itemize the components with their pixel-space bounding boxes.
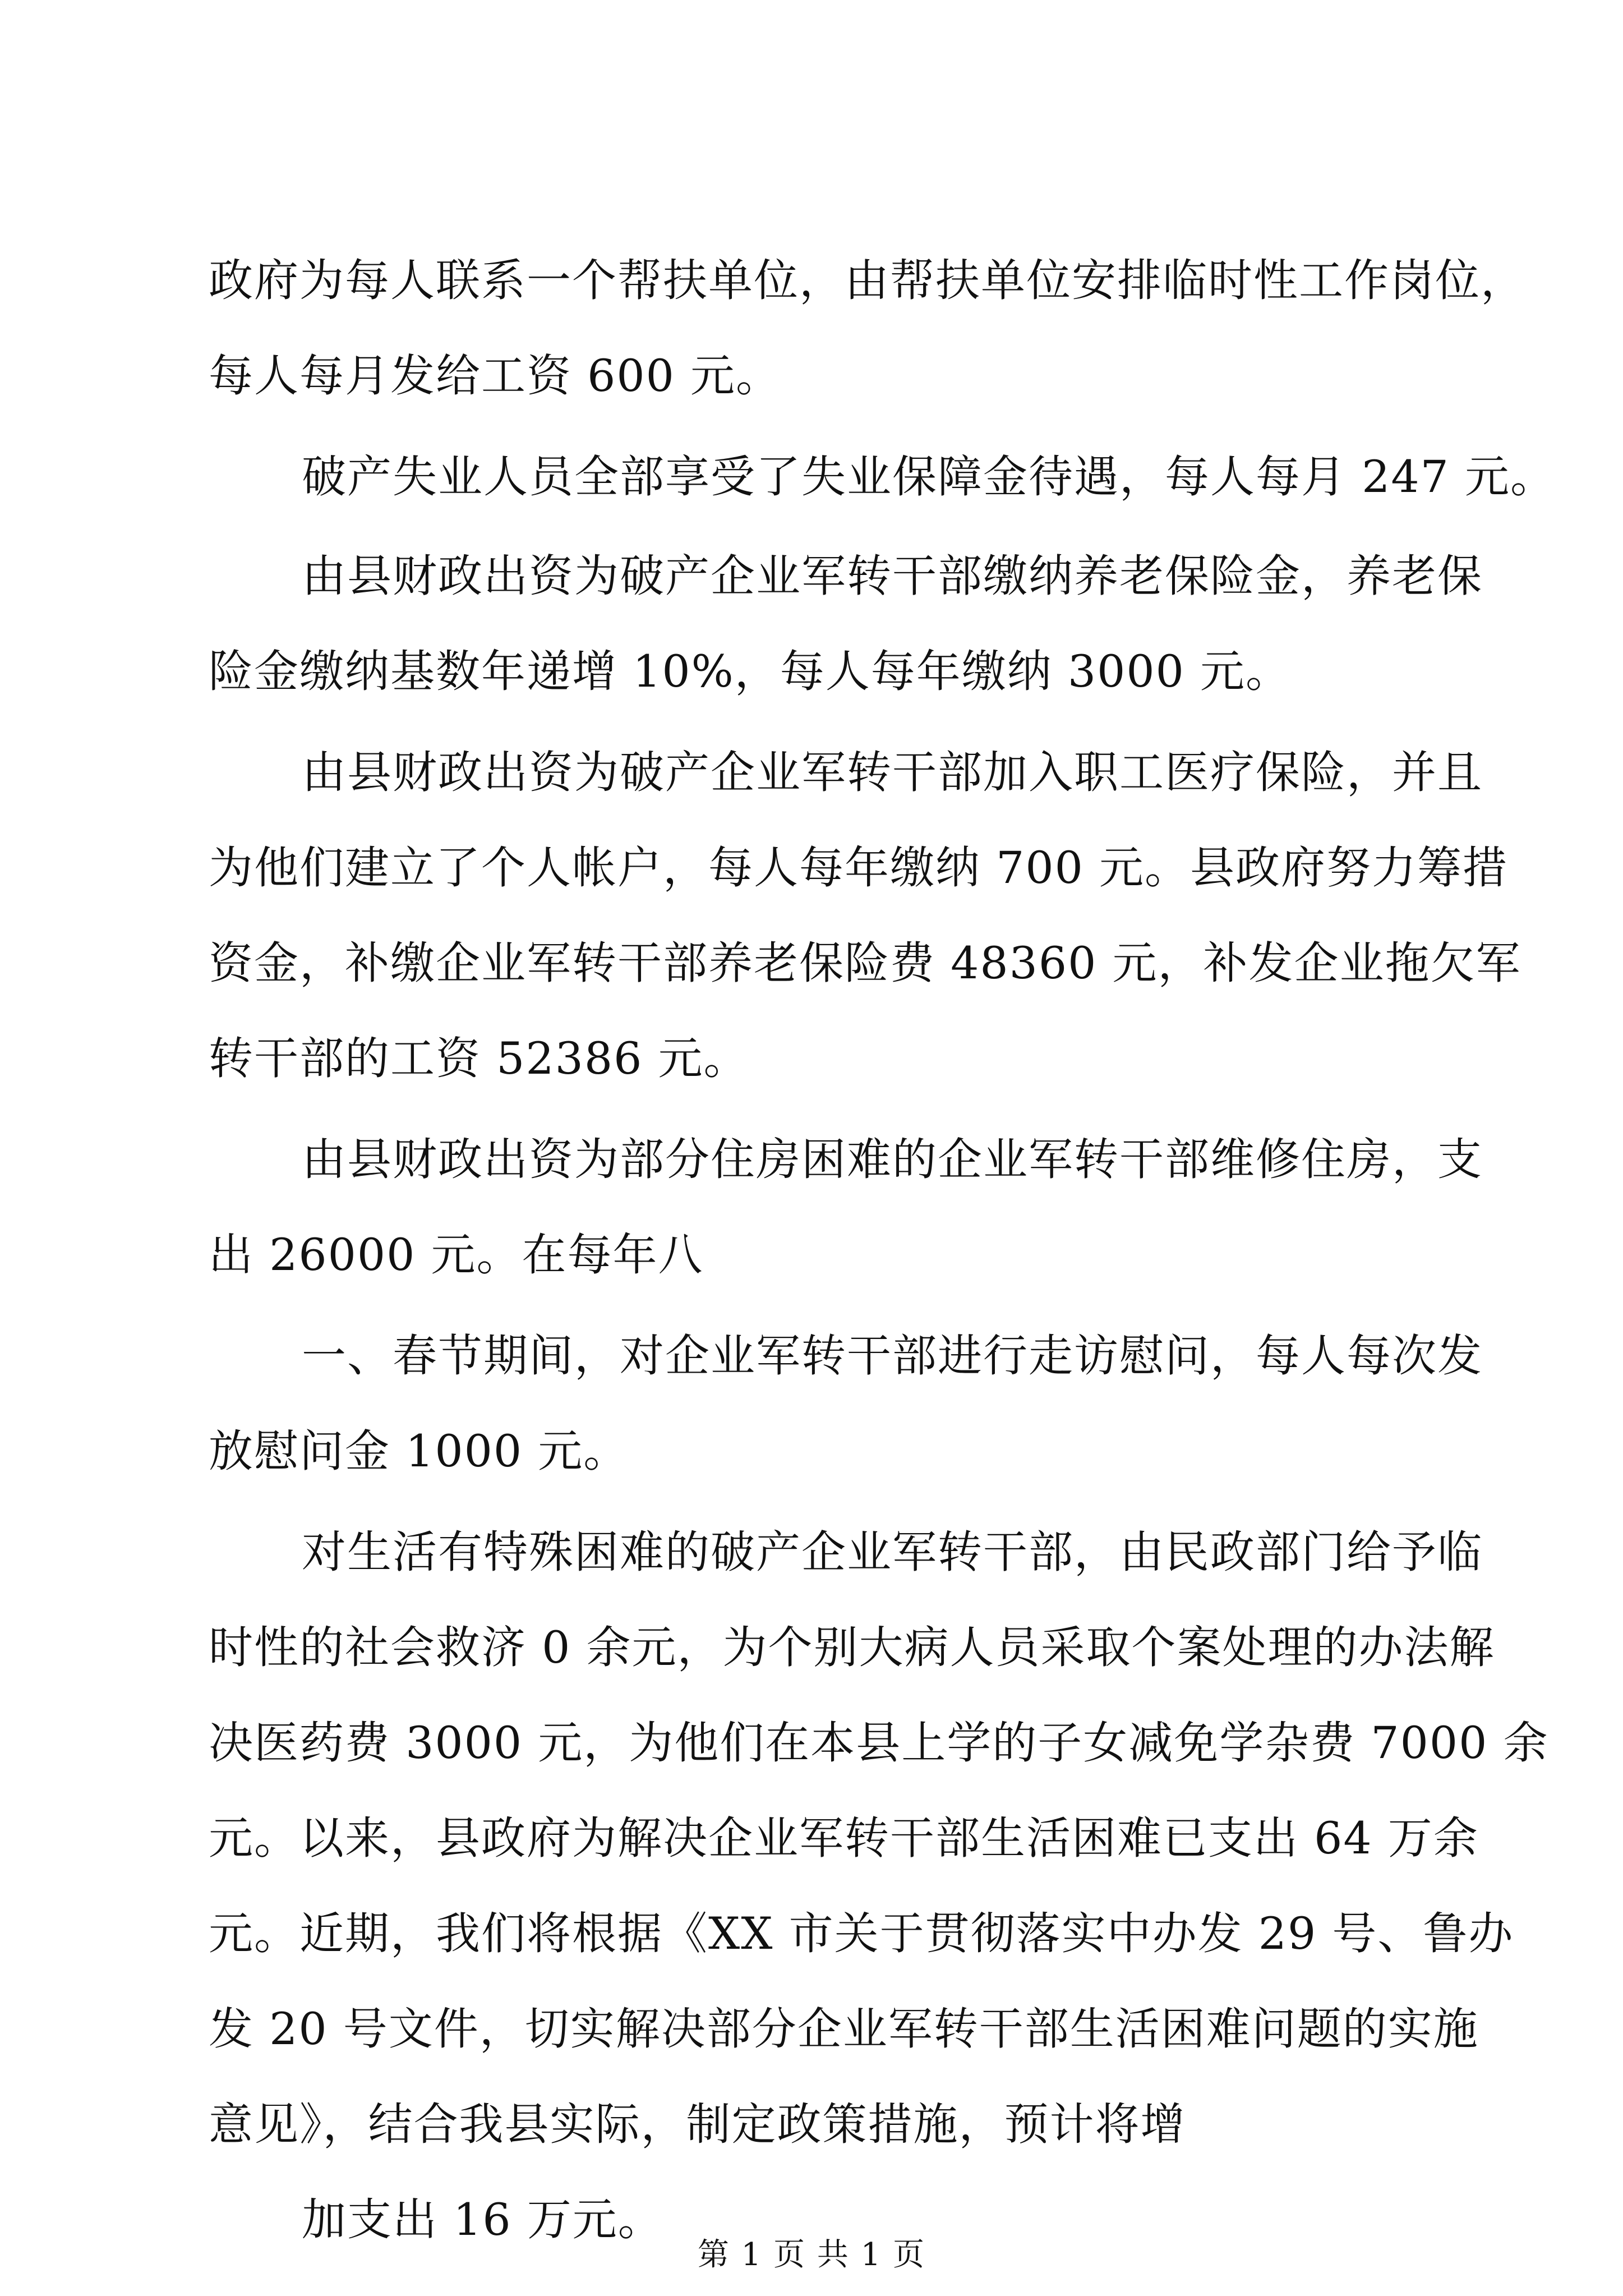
text-line: 由县财政出资为部分住房困难的企业军转干部维修住房，支 xyxy=(302,1134,1483,1185)
text-line: 破产失业人员全部享受了失业保障金待遇，每人每月 247 元。 xyxy=(302,451,1556,503)
text-line: 资金，补缴企业军转干部养老保险费 48360 元，补发企业拖欠军 xyxy=(209,937,1521,989)
text-line: 一、春节期间，对企业军转干部进行走访慰问，每人每次发 xyxy=(302,1330,1483,1382)
text-line: 时性的社会救济 0 余元，为个别大病人员采取个案处理的办法解 xyxy=(209,1622,1495,1673)
text-line: 放慰问金 1000 元。 xyxy=(209,1425,629,1477)
text-line: 元。以来，县政府为解决企业军转干部生活困难已支出 64 万余 xyxy=(209,1812,1479,1864)
text-line: 险金缴纳基数年递增 10%，每人每年缴纳 3000 元。 xyxy=(209,646,1291,697)
text-line: 由县财政出资为破产企业军转干部加入职工医疗保险，并且 xyxy=(302,747,1483,798)
text-line: 加支出 16 万元。 xyxy=(302,2194,663,2246)
text-line: 发 20 号文件，切实解决部分企业军转干部生活困难问题的实施 xyxy=(209,2003,1479,2055)
text-line: 每人每月发给工资 600 元。 xyxy=(209,350,782,402)
text-line: 为他们建立了个人帐户，每人每年缴纳 700 元。县政府努力筹措 xyxy=(209,842,1509,894)
text-line: 意见》，结合我县实际，制定政策措施，预计将增 xyxy=(209,2099,1186,2150)
text-line: 转干部的工资 52386 元。 xyxy=(209,1033,749,1084)
text-line: 决医药费 3000 元，为他们在本县上学的子女减免学杂费 7000 余 xyxy=(209,1717,1549,1769)
text-line: 由县财政出资为破产企业军转干部缴纳养老保险金，养老保 xyxy=(302,550,1483,602)
text-line: 元。近期，我们将根据《XX 市关于贯彻落实中办发 29 号、鲁办 xyxy=(209,1908,1514,1959)
text-line: 对生活有特殊困难的破产企业军转干部，由民政部门给予临 xyxy=(302,1526,1483,1578)
text-line: 出 26000 元。在每年八 xyxy=(209,1229,704,1281)
page-number-footer: 第 1 页 共 1 页 xyxy=(697,2237,926,2273)
text-line: 政府为每人联系一个帮扶单位，由帮扶单位安排临时性工作岗位， xyxy=(209,255,1526,306)
